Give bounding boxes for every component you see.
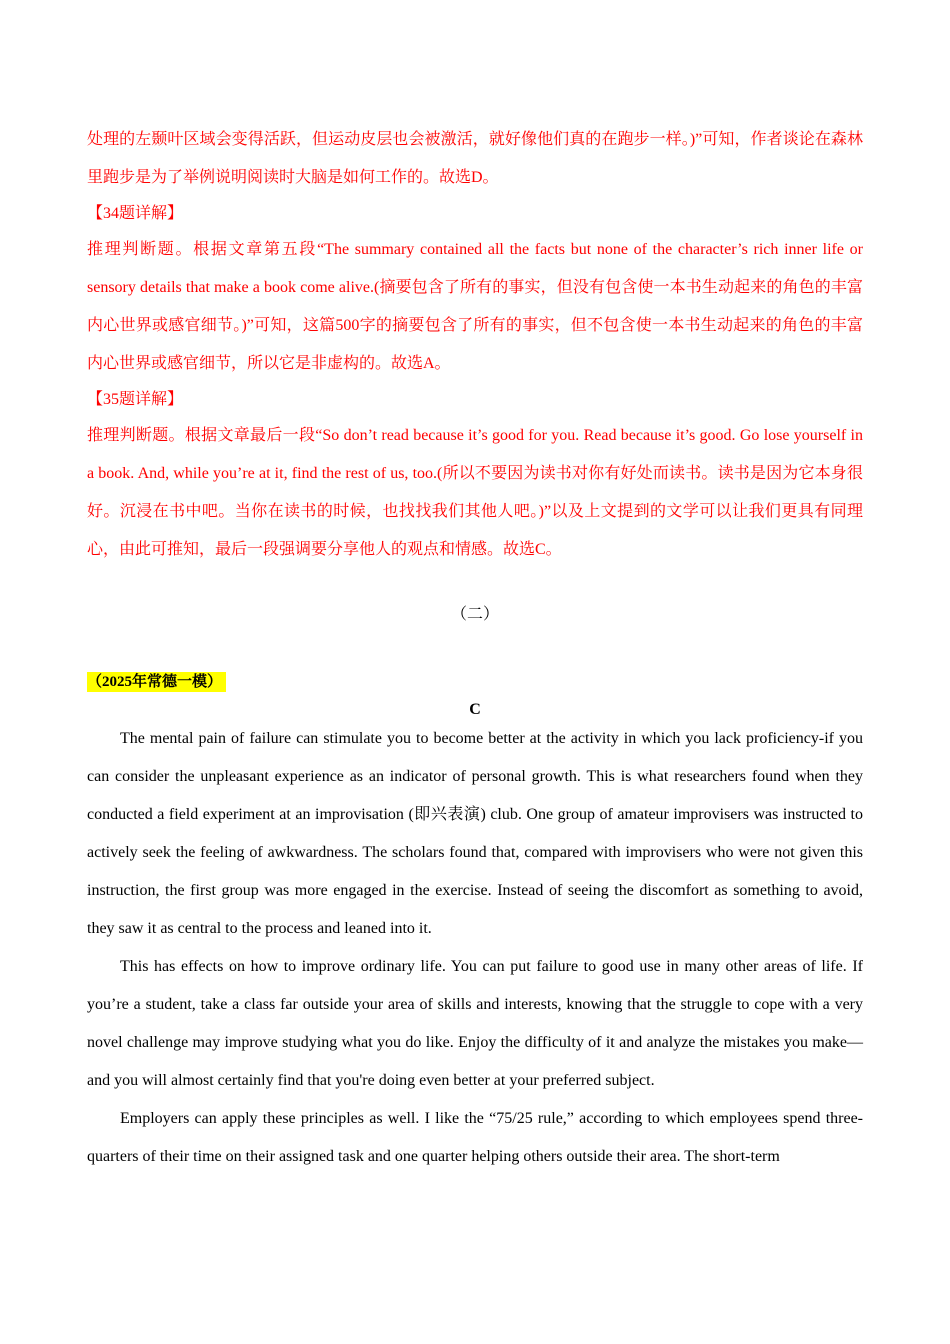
q35-explanation: 推理判断题。根据文章最后一段“So don’t read because it’s good for you. Read because it’s good. Go lose yourself in a book. And, while you’re at it, find the rest of us, too.(所以不要因为读书对你有好处而读书。读书是因为它本身很好。沉浸在书中吧。当你在读书的时候，也找找我们其他人吧。)”以及上文提到的文学可以让我们更具有同理心，由此可推知，最后一段强调要分享他人的观点和情感。故选C。 [87,427,863,558]
passage-title: C [469,701,481,718]
passage-paragraph: This has effects on how to improve ordinary life. You can put failure to good use in many other areas of life. If you’re a student, take a class far outside your area of skills and interests, knowing that the struggle to cope with a very novel challenge may improve studying what you do like. Enjoy the difficulty of it and analyze the mistakes you make—and you will almost certainly find that you're doing even better at your preferred subject. [87,958,863,1089]
q35-heading: 【35题详解】 [87,391,184,408]
q34-heading: 【34题详解】 [87,205,184,222]
passage-paragraph: The mental pain of failure can stimulate you to become better at the activity in which you lack proficiency-if you can consider the unpleasant experience as an indicator of personal growth. This is what researchers found when they conducted a field experiment at an improvisation (即兴表演) club. One group of amateur improvisers was instructed to actively seek the feeling of awkwardness. The scholars found that, compared with improvisers who were not given this instruction, the first group was more engaged in the exercise. Instead of seeing the discomfort as something to avoid, they saw it as central to the process and leaned into it. [87,730,863,937]
q33-explanation-tail: 处理的左颞叶区域会变得活跃，但运动皮层也会被激活，就好像他们真的在跑步一样。)”可知，作者谈论在森林里跑步是为了举例说明阅读时大脑是如何工作的。故选D。 [87,131,863,186]
passage-paragraph: Employers can apply these principles as well. I like the “75/25 rule,” according to which employees spend three-quarters of their time on their assigned task and one quarter helping others outside their area. The short-term [87,1110,863,1165]
source-tag-row [87,672,863,692]
document-page [87,121,863,1176]
source-tag: （2025年常德一模） [87,672,226,692]
q34-explanation: 推理判断题。根据文章第五段“The summary contained all the facts but none of the character’s rich inner life or sensory details that make a book come alive.(摘要包含了所有的事实，但没有包含使一本书生动起来的角色的丰富内心世界或感官细节。)”可知，这篇500字的摘要包含了所有的事实，但不包含使一本书生动起来的角色的丰富内心世界或感官细节，所以它是非虚构的。故选A。 [87,241,863,372]
section-label: （二） [450,606,499,623]
